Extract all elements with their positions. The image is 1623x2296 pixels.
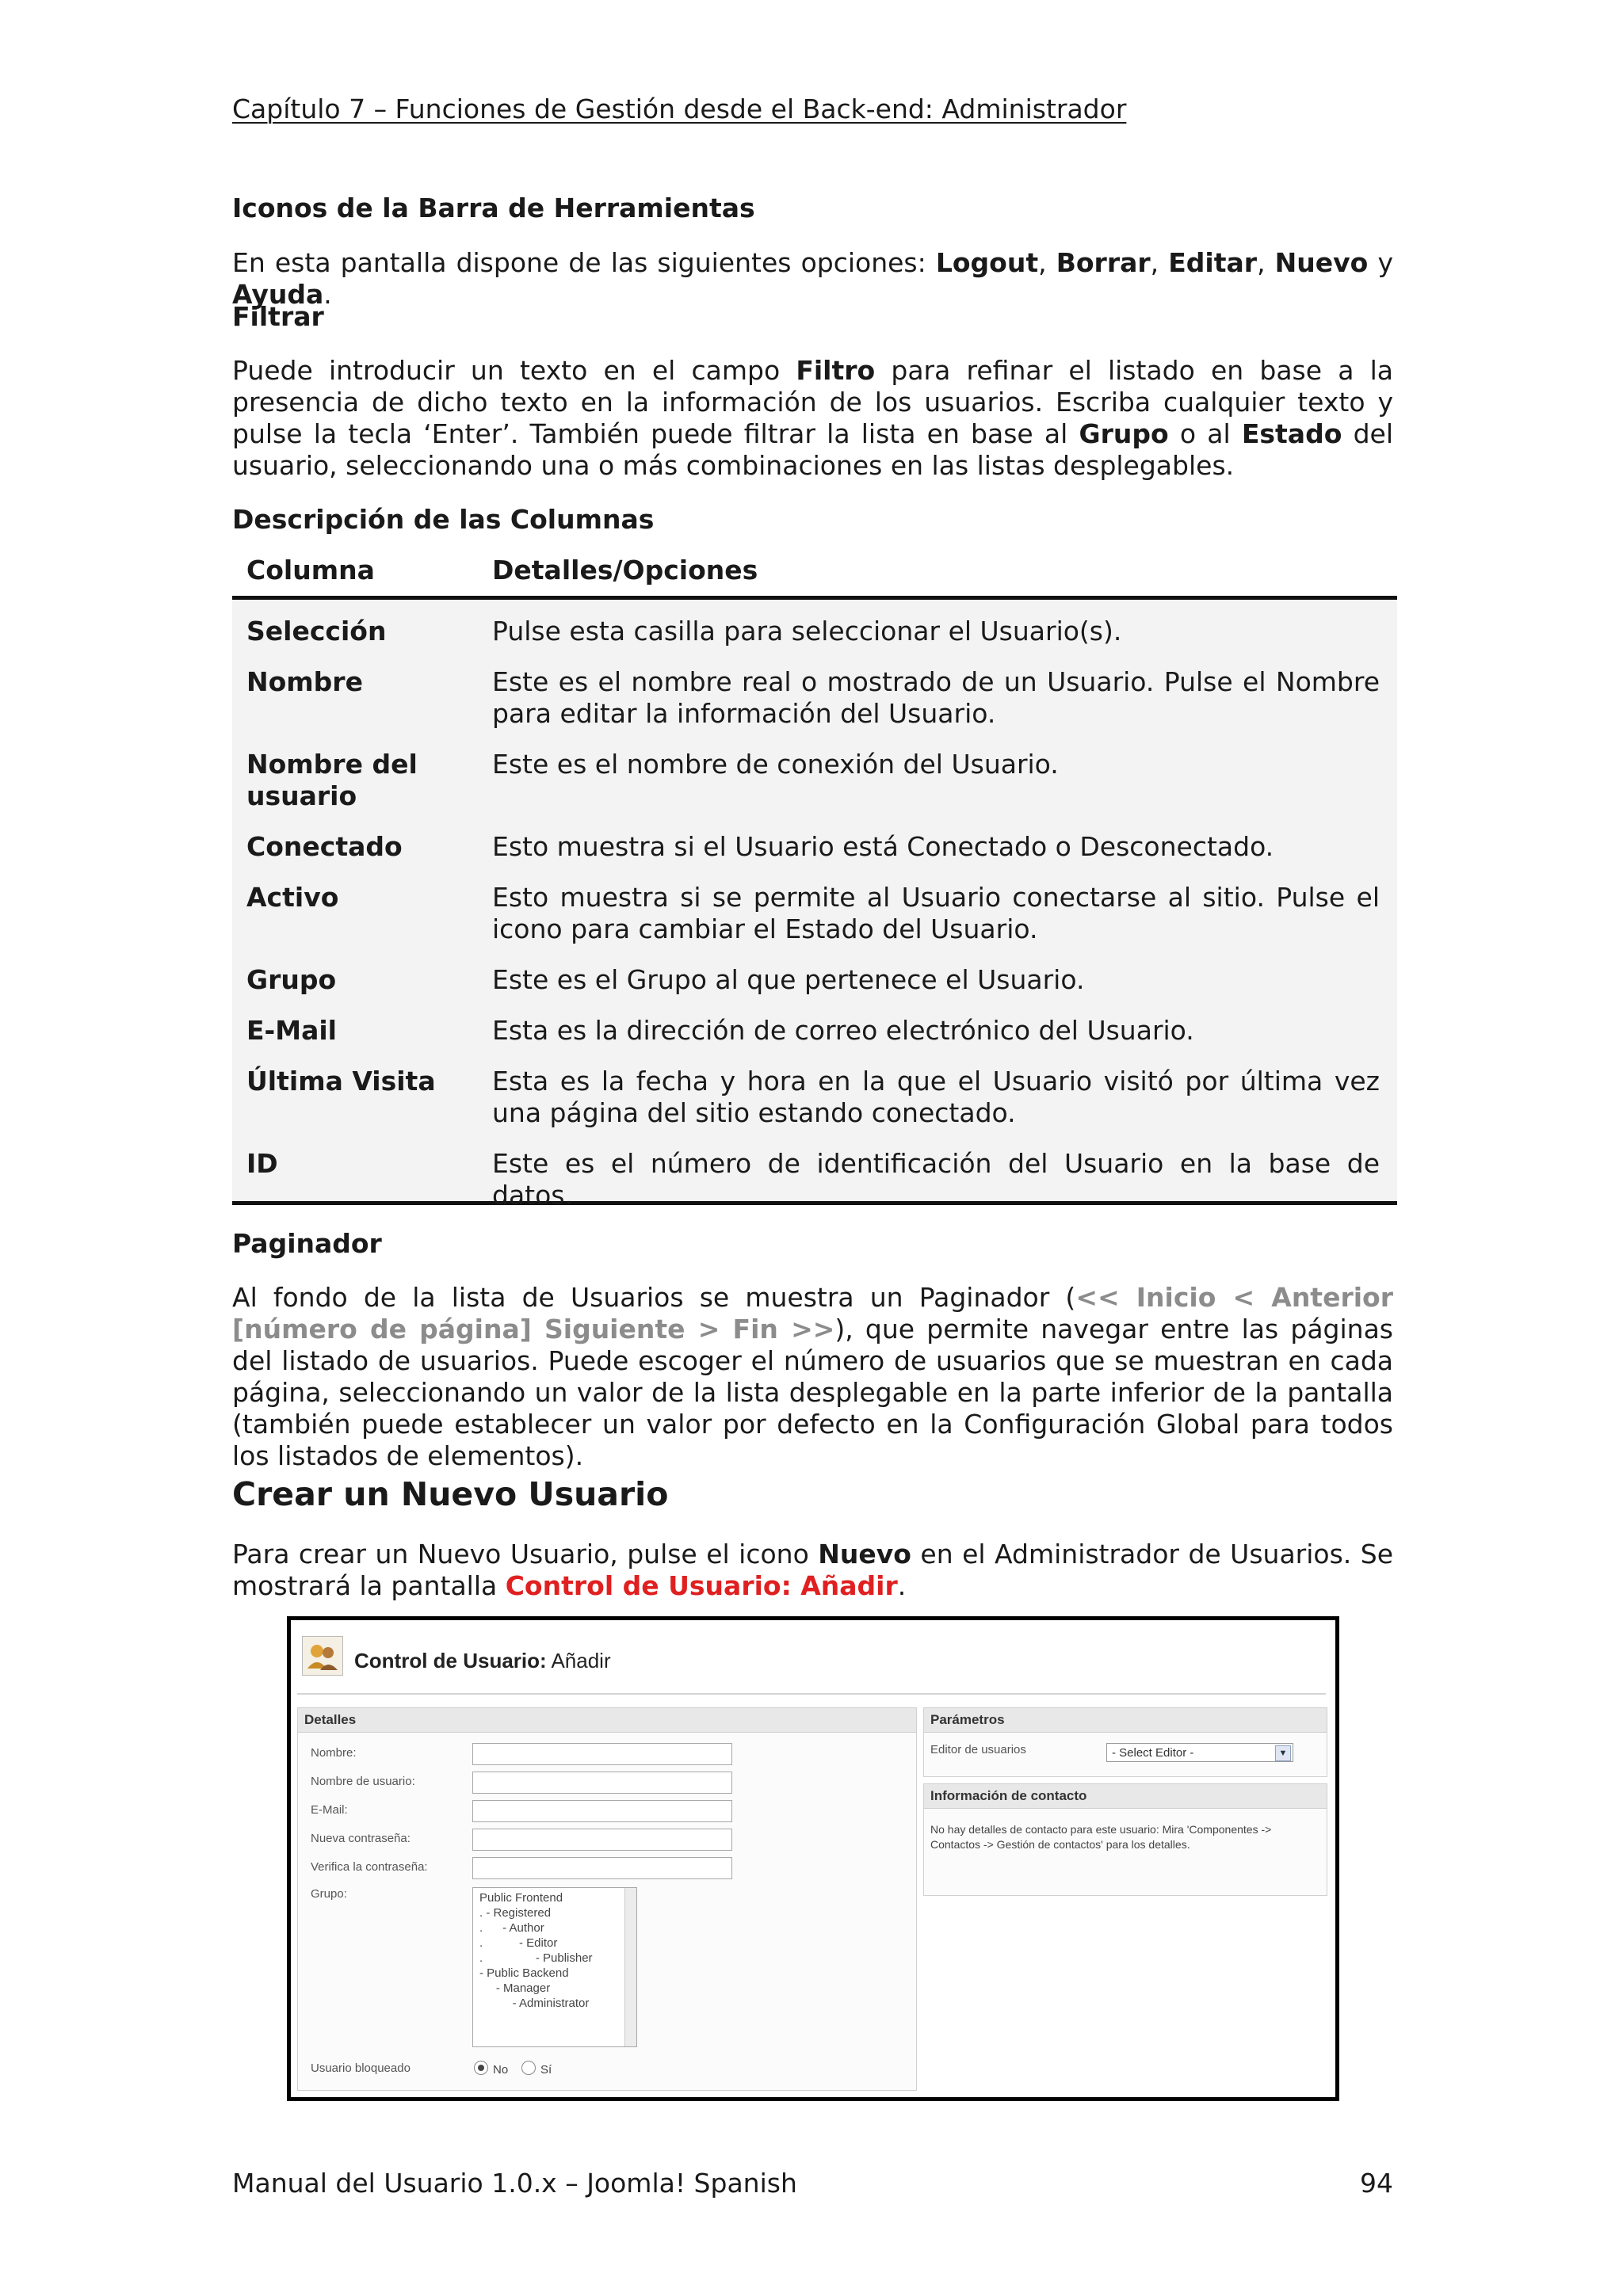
footer-title: Manual del Usuario 1.0.x – Joomla! Spanish: [232, 2168, 797, 2199]
params-panel-header: Parámetros: [924, 1708, 1327, 1733]
row-description: Este es el número de identificación del Usuario en la base de datos.: [492, 1148, 1380, 1211]
page-footer: [232, 2168, 1393, 2199]
group-label: Grupo:: [311, 1887, 347, 1901]
radio-label-no: No: [493, 2063, 509, 2077]
user-add-screenshot: [287, 1616, 1339, 2101]
details-panel-header: Detalles: [298, 1708, 916, 1733]
list-item[interactable]: . - Author: [479, 1921, 544, 1935]
paginator-example: << Inicio < Anterior [número de página] Siguiente > Fin >>: [232, 1282, 1393, 1344]
list-item[interactable]: - Administrator: [479, 1997, 590, 2010]
chevron-down-icon[interactable]: ▼: [1275, 1745, 1291, 1761]
columns-table-header: [232, 555, 1397, 600]
row-description: Este es el nombre de conexión del Usuario.: [492, 749, 1059, 780]
screen-name-highlight: Control de Usuario: Añadir: [505, 1570, 898, 1601]
page-number: 94: [1360, 2168, 1393, 2199]
row-description: Esta es la dirección de correo electrónico del Usuario.: [492, 1015, 1194, 1046]
radio-label-si: Sí: [540, 2063, 552, 2077]
row-term: ID: [246, 1148, 278, 1179]
blocked-no-radio[interactable]: [474, 2061, 488, 2075]
toolbar-section-title: Iconos de la Barra de Herramientas: [232, 193, 755, 223]
contact-panel: [923, 1783, 1327, 1896]
field-label: Verifica la contraseña:: [311, 1860, 428, 1874]
row-description: Pulse esta casilla para seleccionar el Usuario(s).: [492, 616, 1122, 646]
paginator-section-title: Paginador: [232, 1228, 382, 1259]
title-divider: [297, 1693, 1326, 1695]
details-panel: [297, 1707, 917, 2091]
field-label: E-Mail:: [311, 1803, 348, 1817]
paginator-section-text: Al fondo de la lista de Usuarios se muestra un Paginador (<< Inicio < Anterior [número de página] Siguiente > Fin >>), que permite navegar entre las páginas del listado de usuarios. Puede escoger el número de usuarios que se muestran en cada página, seleccionando un valor de la lista desplegable en la parte inferior de la pantalla (también puede establecer un valor por defecto en la Configuración Global para todos los listados de elementos).: [232, 1282, 1393, 1471]
row-description: Esto muestra si el Usuario está Conectado o Desconectado.: [492, 831, 1274, 862]
name-input[interactable]: [472, 1743, 732, 1765]
row-term: Última Visita: [246, 1066, 436, 1097]
row-term: Conectado: [246, 831, 403, 862]
editor-label: Editor de usuarios: [930, 1743, 1026, 1756]
list-item[interactable]: Public Frontend: [479, 1891, 563, 1905]
row-term: Nombre del usuario: [246, 749, 418, 811]
field-label: Nueva contraseña:: [311, 1832, 411, 1845]
field-label: Nombre:: [311, 1746, 357, 1760]
filter-section-text: Puede introducir un texto en el campo Filtro para refinar el listado en base a la presencia de dicho texto en la información de los usuarios. Escriba cualquier texto y pulse la tecla ‘Enter’. También puede filtrar la lista en base al Grupo o al Estado del usuario, seleccionando una o más combinaciones en las listas desplegables.: [232, 355, 1394, 481]
field-label: Nombre de usuario:: [311, 1775, 415, 1788]
list-item[interactable]: . - Registered: [479, 1906, 552, 1920]
row-term: E-Mail: [246, 1015, 337, 1046]
contact-note: No hay detalles de contacto para este usuario: Mira 'Componentes -> Contactos -> Gestión de contactos' para los detalles.: [930, 1823, 1272, 1851]
new-user-heading: Crear un Nuevo Usuario: [232, 1475, 669, 1513]
list-item[interactable]: . - Editor: [479, 1936, 558, 1950]
blocked-label: Usuario bloqueado: [311, 2061, 411, 2075]
list-item[interactable]: - Manager: [479, 1981, 551, 1995]
column-header-detalles: Detalles/Opciones: [492, 555, 758, 585]
row-description: Esto muestra si se permite al Usuario conectarse al sitio. Pulse el icono para cambiar el Estado del Usuario.: [492, 882, 1380, 944]
username-input[interactable]: [472, 1772, 732, 1794]
toolbar-section-text: En esta pantalla dispone de las siguientes opciones: Logout, Borrar, Editar, Nuevo y Ayuda.: [232, 247, 1394, 310]
editor-select[interactable]: - Select Editor - ▼: [1106, 1743, 1293, 1762]
screen-title: Control de Usuario: Añadir: [354, 1649, 611, 1672]
blocked-yes-radio[interactable]: [521, 2061, 536, 2075]
new-user-text: Para crear un Nuevo Usuario, pulse el icono Nuevo en el Administrador de Usuarios. Se mostrará la pantalla Control de Usuario: Añadir.: [232, 1539, 1393, 1601]
users-icon: [302, 1636, 343, 1676]
row-description: Esta es la fecha y hora en la que el Usuario visitó por última vez una página del sitio estando conectado.: [492, 1066, 1380, 1128]
listbox-scrollbar[interactable]: [624, 1888, 636, 2046]
params-panel: [923, 1707, 1327, 1777]
list-item[interactable]: - Public Backend: [479, 1966, 569, 1980]
columns-section-title: Descripción de las Columnas: [232, 504, 655, 535]
row-term: Grupo: [246, 964, 337, 995]
column-header-columna: Columna: [246, 555, 375, 585]
verify-password-input[interactable]: [472, 1857, 732, 1879]
row-term: Nombre: [246, 666, 363, 697]
row-description: Este es el Grupo al que pertenece el Usuario.: [492, 964, 1085, 995]
row-term: Activo: [246, 882, 339, 913]
email-input[interactable]: [472, 1800, 732, 1822]
group-listbox[interactable]: [472, 1887, 637, 2047]
chapter-header: Capítulo 7 – Funciones de Gestión desde el Back-end: Administrador: [232, 93, 1127, 124]
new-password-input[interactable]: [472, 1829, 732, 1851]
columns-table-body: [232, 600, 1397, 1211]
filter-section-title: Filtrar: [232, 301, 324, 332]
list-item[interactable]: . - Publisher: [479, 1951, 593, 1965]
contact-panel-header: Información de contacto: [924, 1784, 1327, 1809]
row-description: Este es el nombre real o mostrado de un Usuario. Pulse el Nombre para editar la información del Usuario.: [492, 666, 1380, 729]
row-term: Selección: [246, 616, 387, 646]
